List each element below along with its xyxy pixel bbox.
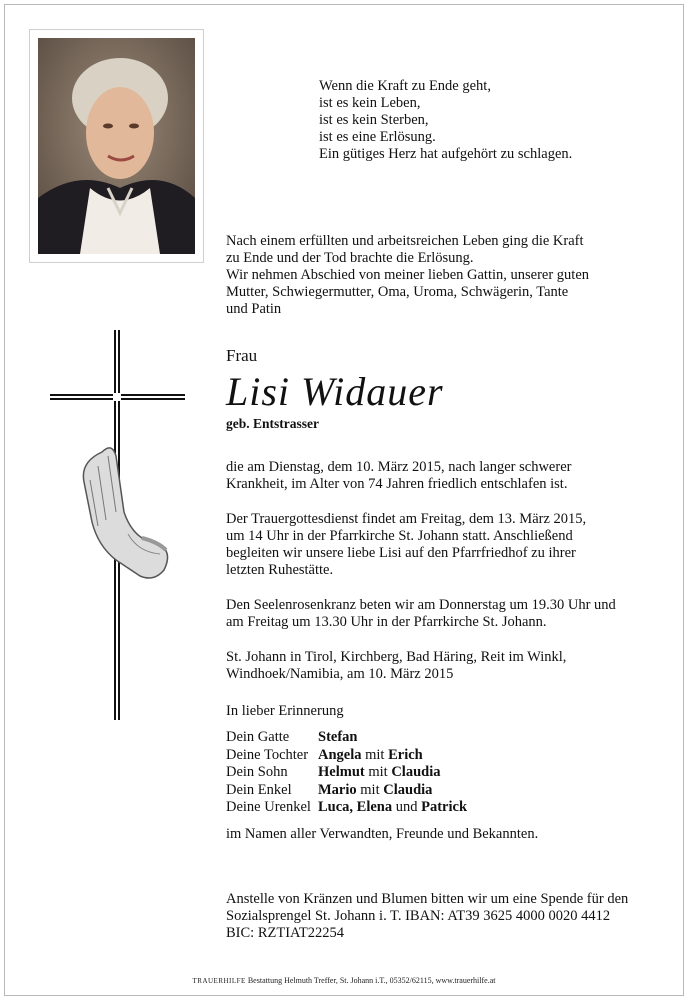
funeral-service <box>226 511 586 579</box>
poem-line: ist es kein Leben, <box>319 95 421 111</box>
family-name: Stefan <box>318 729 358 745</box>
donation-request <box>226 891 628 942</box>
family-row <box>226 799 467 817</box>
family-name: Luca, Elena <box>318 799 393 815</box>
relation: Dein Enkel <box>226 781 292 798</box>
death-notice <box>226 459 571 493</box>
portrait-frame <box>29 29 204 263</box>
text-line: Sozialsprengel St. Johann i. T. IBAN: AT39 3625 4000 0020 4412 <box>226 908 611 924</box>
intro-line: Wir nehmen Abschied von meiner lieben Gattin, unserer guten <box>226 267 590 283</box>
family-row <box>226 747 467 765</box>
connector: mit <box>356 781 384 798</box>
family-name: Helmut <box>318 764 365 780</box>
poem <box>319 78 572 163</box>
places-date <box>226 649 566 683</box>
family-name: Claudia <box>383 781 433 798</box>
text-line: begleiten wir unsere liebe Lisi auf den Pfarrfriedhof zu ihrer <box>226 545 576 561</box>
text-line: Der Trauergottesdienst findet am Freitag, dem 13. März 2015, <box>226 511 587 527</box>
family-row <box>226 764 467 782</box>
family-name: Mario <box>318 781 357 798</box>
poem-line: Wenn die Kraft zu Ende geht, <box>319 78 491 94</box>
portrait-photo <box>38 38 195 254</box>
poem-line: Ein gütiges Herz hat aufgehört zu schlagen. <box>319 146 573 162</box>
text-line: die am Dienstag, dem 10. März 2015, nach langer schwerer <box>226 459 572 475</box>
text-line: um 14 Uhr in der Pfarrkirche St. Johann statt. Anschließend <box>226 528 573 544</box>
salutation: Frau <box>226 346 258 365</box>
family-row <box>226 782 467 800</box>
poem-line: ist es eine Erlösung. <box>319 129 436 145</box>
footer <box>0 976 688 985</box>
in-memory: In lieber Erinnerung <box>226 703 344 719</box>
poem-line: ist es kein Sterben, <box>319 112 429 128</box>
cross-with-praying-hands <box>50 330 190 720</box>
text-line: am Freitag um 13.30 Uhr in der Pfarrkirche St. Johann. <box>226 614 547 630</box>
connector: mit <box>364 764 392 780</box>
text-line: St. Johann in Tirol, Kirchberg, Bad Häring, Reit im Winkl, <box>226 649 567 665</box>
connector: und <box>392 799 422 815</box>
text-line: BIC: RZTIAT22254 <box>226 925 345 941</box>
rosary-notice <box>226 597 616 631</box>
relation: Dein Gatte <box>226 729 290 745</box>
intro-line: zu Ende und der Tod brachte die Erlösung. <box>226 250 474 266</box>
praying-hands-icon <box>83 448 167 578</box>
text-line: Krankheit, im Alter von 74 Jahren friedlich entschlafen ist. <box>226 476 568 492</box>
birth-name: geb. Entstrasser <box>226 416 319 431</box>
deceased-name: Lisi Widauer <box>226 369 444 414</box>
text-line: letzten Ruhestätte. <box>226 562 334 578</box>
footer-text: Bestattung Helmuth Treffer, St. Johann i.T., 05352/62115, www.trauerhilfe.at <box>247 976 496 985</box>
intro-line: Mutter, Schwiegermutter, Oma, Uroma, Schwägerin, Tante <box>226 284 569 300</box>
family-name: Erich <box>388 746 423 763</box>
family-name: Patrick <box>421 799 468 815</box>
intro-line: Nach einem erfüllten und arbeitsreichen Leben ging die Kraft <box>226 233 584 249</box>
text-line: Anstelle von Kränzen und Blumen bitten wir um eine Spende für den <box>226 891 629 907</box>
text-line: Windhoek/Namibia, am 10. März 2015 <box>226 666 454 682</box>
connector: mit <box>361 746 389 763</box>
relatives-line: im Namen aller Verwandten, Freunde und Bekannten. <box>226 826 539 842</box>
relation: Deine Tochter <box>226 746 309 763</box>
intro-line: und Patin <box>226 301 282 317</box>
relation: Deine Urenkel <box>226 799 311 815</box>
relation: Dein Sohn <box>226 764 288 780</box>
family-row <box>226 729 467 747</box>
footer-brand: TRAUERHILFE <box>192 977 246 985</box>
family-name: Angela <box>318 746 362 763</box>
family-name: Claudia <box>391 764 441 780</box>
intro-text <box>226 233 589 318</box>
text-line: Den Seelenrosenkranz beten wir am Donnerstag um 19.30 Uhr und <box>226 597 616 613</box>
family-list <box>226 729 467 817</box>
